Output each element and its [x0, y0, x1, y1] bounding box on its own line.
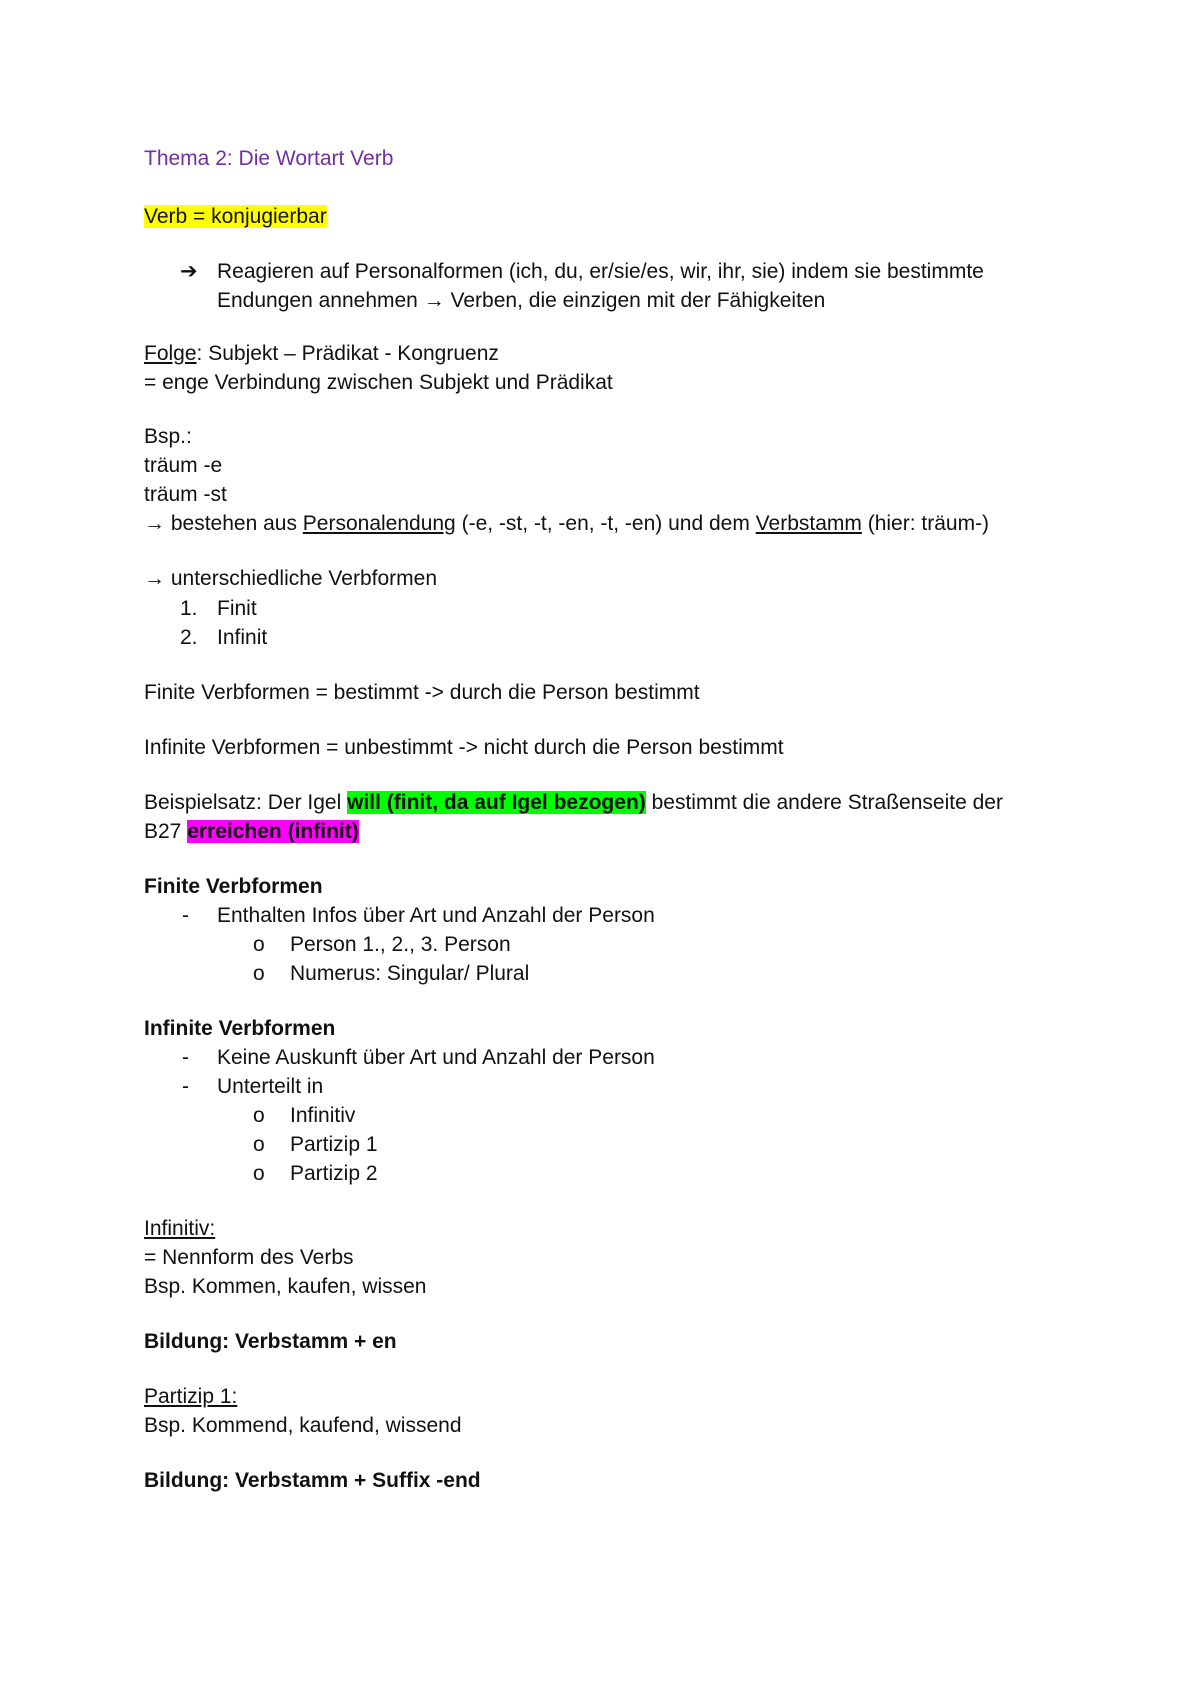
list-item: Partizip 2 — [290, 1162, 378, 1185]
list-item: Infinitiv — [290, 1104, 356, 1127]
infinite-heading: Infinite Verbformen — [144, 1017, 336, 1040]
page-title: Thema 2: Die Wortart Verb — [144, 147, 394, 170]
infinitiv-definition: = Nennform des Verbs — [144, 1246, 354, 1269]
personal-line-2 — [217, 287, 825, 314]
circle-bullet-icon: o — [253, 962, 265, 985]
arrow-small-icon: → — [144, 512, 165, 535]
partizip1-bildung: Bildung: Verbstamm + Suffix -end — [144, 1469, 481, 1492]
list-item: Keine Auskunft über Art und Anzahl der Person — [217, 1046, 655, 1069]
finite-definition: Finite Verbformen = bestimmt -> durch die Person bestimmt — [144, 681, 700, 704]
dash-bullet: - — [182, 904, 189, 927]
infinitiv-heading: Infinitiv: — [144, 1217, 216, 1240]
list-item: Enthalten Infos über Art und Anzahl der Person — [217, 904, 655, 927]
folge-label: Folge — [144, 342, 197, 365]
list-item: Person 1., 2., 3. Person — [290, 933, 511, 956]
partizip1-example: Bsp. Kommend, kaufend, wissend — [144, 1414, 462, 1437]
list-item: Partizip 1 — [290, 1133, 378, 1156]
beispielsatz-prefix: Beispielsatz: Der Igel — [144, 791, 348, 814]
personal-line-1: Reagieren auf Personalformen (ich, du, er/sie/es, wir, ihr, sie) indem sie bestimmte — [217, 260, 984, 283]
beispielsatz-line-2 — [144, 818, 359, 845]
definition-highlight: Verb = konjugierbar — [144, 205, 327, 228]
personal-line-2-a: Endungen annehmen — [217, 289, 418, 312]
beispielsatz-line2-prefix: B27 — [144, 820, 188, 843]
infinitiv-bildung: Bildung: Verbstamm + en — [144, 1330, 397, 1353]
dash-bullet: - — [182, 1075, 189, 1098]
arrow-small-icon: → — [423, 289, 445, 312]
bsp-example-2: träum -st — [144, 483, 227, 506]
bsp-label: Bsp.: — [144, 425, 192, 448]
circle-bullet-icon: o — [253, 1104, 265, 1127]
dash-bullet: - — [182, 1046, 189, 1069]
list-item: Finit — [217, 597, 257, 620]
infinitiv-example: Bsp. Kommen, kaufen, wissen — [144, 1275, 427, 1298]
finite-heading: Finite Verbformen — [144, 875, 323, 898]
beispielsatz-mid: bestimmt die andere Straßenseite der — [645, 791, 1003, 814]
finit-highlight: will (finit, da auf Igel bezogen) — [347, 791, 646, 814]
verbformen-intro-text: unterschiedliche Verbformen — [170, 567, 437, 590]
bestehen-line — [144, 510, 989, 537]
list-item: Numerus: Singular/ Plural — [290, 962, 530, 985]
bestehen-text-2: (-e, -st, -t, -en, -t, -en) und dem — [455, 512, 756, 535]
list-item: Infinit — [217, 626, 268, 649]
personalendung-term: Personalendung — [302, 512, 456, 535]
circle-bullet-icon: o — [253, 1133, 265, 1156]
folge-line — [144, 340, 499, 367]
verbformen-intro — [144, 565, 437, 592]
infinit-highlight: erreichen (infinit) — [187, 820, 359, 843]
list-item: Unterteilt in — [217, 1075, 324, 1098]
bsp-example-1: träum -e — [144, 454, 223, 477]
personal-line-2-b: Verben, die einzigen mit der Fähigkeiten — [450, 289, 826, 312]
infinite-definition: Infinite Verbformen = unbestimmt -> nicht durch die Person bestimmt — [144, 736, 784, 759]
circle-bullet-icon: o — [253, 933, 265, 956]
arrow-small-icon: → — [144, 567, 165, 590]
bestehen-text-3: (hier: träum-) — [861, 512, 990, 535]
circle-bullet-icon: o — [253, 1162, 265, 1185]
beispielsatz-line-1 — [144, 789, 1003, 816]
bestehen-text-1: bestehen aus — [170, 512, 303, 535]
verbstamm-term: Verbstamm — [755, 512, 862, 535]
list-number: 1. — [180, 597, 198, 620]
definition-line — [144, 203, 327, 230]
folge-definition: = enge Verbindung zwischen Subjekt und Prädikat — [144, 371, 613, 394]
folge-text: : Subjekt – Prädikat - Kongruenz — [196, 342, 499, 365]
partizip1-heading: Partizip 1: — [144, 1385, 238, 1408]
list-number: 2. — [180, 626, 198, 649]
arrow-icon: ➔ — [180, 260, 198, 283]
